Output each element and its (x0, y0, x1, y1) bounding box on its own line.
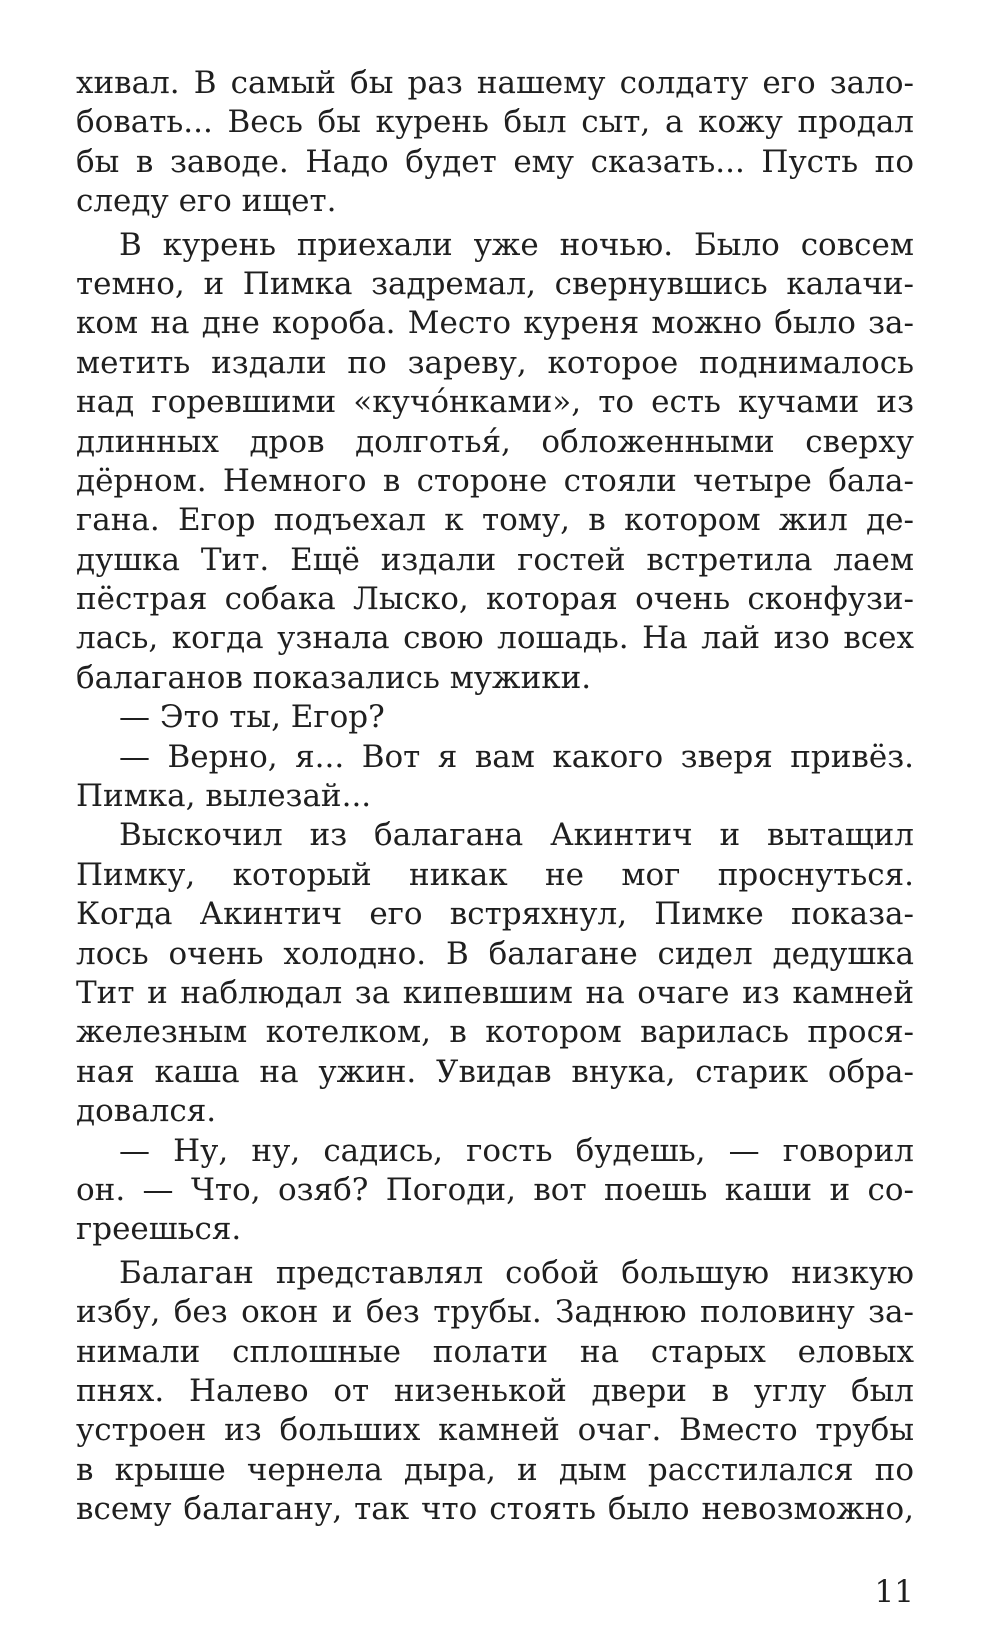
page-text (76, 64, 914, 1529)
text-line: ная каша на ужин. Увидав внука, старик обра- (76, 1053, 914, 1090)
text-line: длинных дров долготья́, обложенными сверху (76, 423, 914, 460)
text-line: всему балагану, так что стоять было невозможно, (76, 1491, 914, 1528)
text-line: ком на дне короба. Место куреня можно было за- (76, 305, 914, 342)
text-line: довался. (76, 1093, 217, 1130)
text-line: душка Тит. Ещё издали гостей встретила лаем (76, 541, 914, 578)
paragraph-first-line: Балаган представлял собой большую низкую (119, 1254, 914, 1291)
text-line: лась, когда узнала свою лошадь. На лай изо всех (76, 620, 914, 657)
text-line: избу, без окон и без трубы. Заднюю половину за- (76, 1294, 914, 1331)
text-line: пёстрая собака Лыско, которая очень сконфузи- (76, 581, 914, 618)
text-line: балаганов показались мужики. (76, 659, 592, 696)
text-line: бы в заводе. Надо будет ему сказать... Пусть по (76, 143, 914, 180)
dialogue-line: — Верно, я... Вот я вам какого зверя привёз. (119, 738, 914, 775)
paragraph-first-line: В курень приехали уже ночью. Было совсем (119, 226, 914, 263)
text-line: железным котелком, в котором варилась прося- (76, 1014, 914, 1051)
text-line: устроен из больших камней очаг. Вместо трубы (76, 1412, 914, 1449)
paragraph-first-line: Выскочил из балагана Акинтич и вытащил (119, 817, 914, 854)
text-line: бовать... Весь бы курень был сыт, а кожу продал (76, 104, 914, 141)
text-line: Пимку, который никак не мог проснуться. (76, 856, 914, 893)
text-line: над горевшими «кучо́нками», то есть кучами из (76, 384, 914, 421)
text-line: следу его ищет. (76, 183, 337, 220)
text-line: греешься. (76, 1211, 242, 1248)
page-number: 11 (874, 1574, 914, 1610)
text-line: Когда Акинтич его встряхнул, Пимке показа- (76, 896, 914, 933)
dialogue-line: — Ну, ну, садись, гость будешь, — говорил (119, 1132, 914, 1169)
text-line: в крыше чернела дыра, и дым расстилался по (76, 1451, 914, 1488)
text-line: он. — Что, озяб? Погоди, вот поешь каши и со- (76, 1171, 914, 1208)
text-line: дёрном. Немного в стороне стояли четыре бала- (76, 462, 914, 499)
text-line: Пимка, вылезай... (76, 778, 372, 815)
dialogue-line: — Это ты, Егор? (119, 699, 385, 736)
text-line: лось очень холодно. В балагане сидел дедушка (76, 935, 914, 972)
text-line: хивал. В самый бы раз нашему солдату его зало- (76, 65, 914, 101)
text-line: темно, и Пимка задремал, свернувшись калачи- (76, 265, 914, 302)
text-line: нимали сплошные полати на старых еловых (76, 1333, 914, 1370)
text-line: Тит и наблюдал за кипевшим на очаге из камней (76, 974, 914, 1011)
text-line: пнях. Налево от низенькой двери в углу был (76, 1372, 914, 1409)
text-line: гана. Егор подъехал к тому, в котором жил де- (76, 502, 914, 539)
text-line: метить издали по зареву, которое поднималось (76, 344, 914, 381)
